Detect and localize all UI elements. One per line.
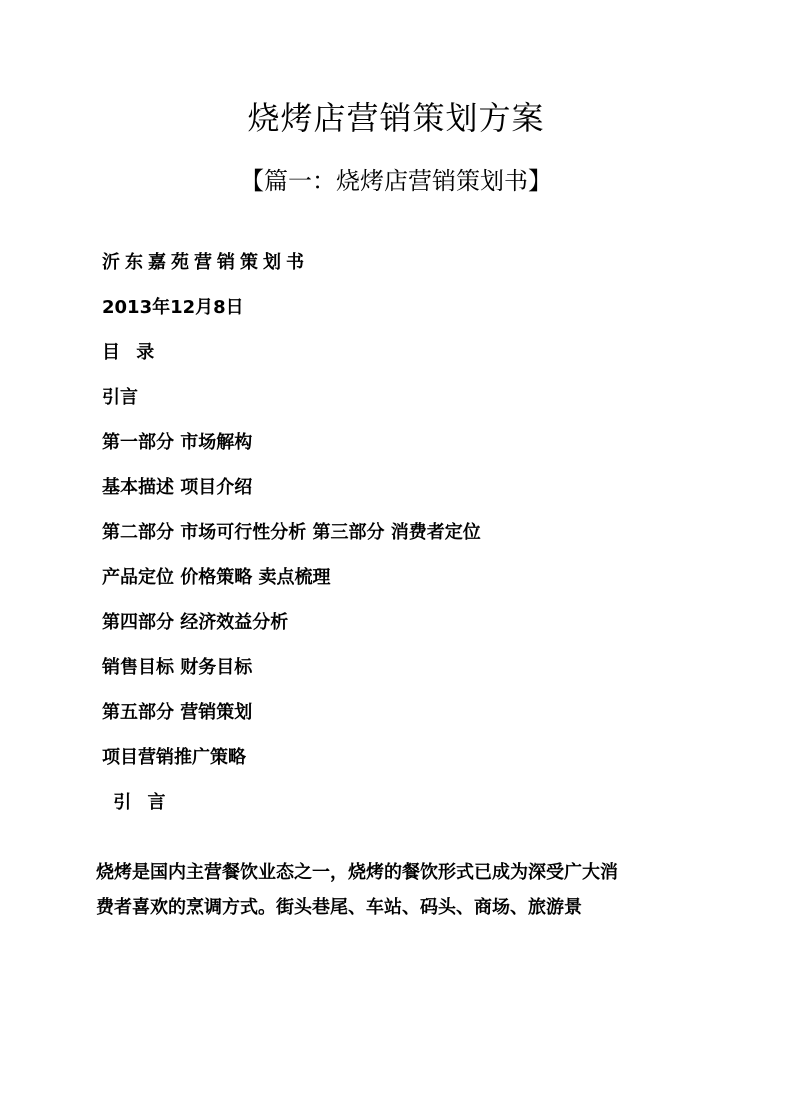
plan-book-title: 沂东嘉苑营销策划书 — [102, 252, 309, 273]
toc-item: 引言 — [102, 387, 138, 408]
toc-item: 基本描述 项目介绍 — [102, 477, 253, 498]
document-title: 烧烤店营销策划方案 — [247, 99, 545, 137]
date-line: 2013年12月8日 — [102, 297, 244, 318]
body-paragraph-line: 费者喜欢的烹调方式。街头巷尾、车站、码头、商场、旅游景 — [96, 897, 582, 918]
toc-item: 第四部分 经济效益分析 — [102, 612, 289, 633]
toc-item: 销售目标 财务目标 — [102, 657, 253, 678]
toc-item: 产品定位 价格策略 卖点梳理 — [102, 567, 331, 588]
body-paragraph-line: 烧烤是国内主营餐饮业态之一，烧烤的餐饮形式已成为深受广大消 — [96, 862, 618, 883]
document-subtitle: 【篇一：烧烤店营销策划书】 — [240, 167, 552, 195]
toc-item: 第二部分 市场可行性分析 第三部分 消费者定位 — [102, 522, 481, 543]
toc-item: 项目营销推广策略 — [102, 747, 246, 768]
toc-heading: 目 录 — [102, 342, 160, 363]
section-heading-introduction: 引 言 — [102, 792, 171, 813]
toc-item: 第五部分 营销策划 — [102, 702, 253, 723]
toc-item: 第一部分 市场解构 — [102, 432, 253, 453]
